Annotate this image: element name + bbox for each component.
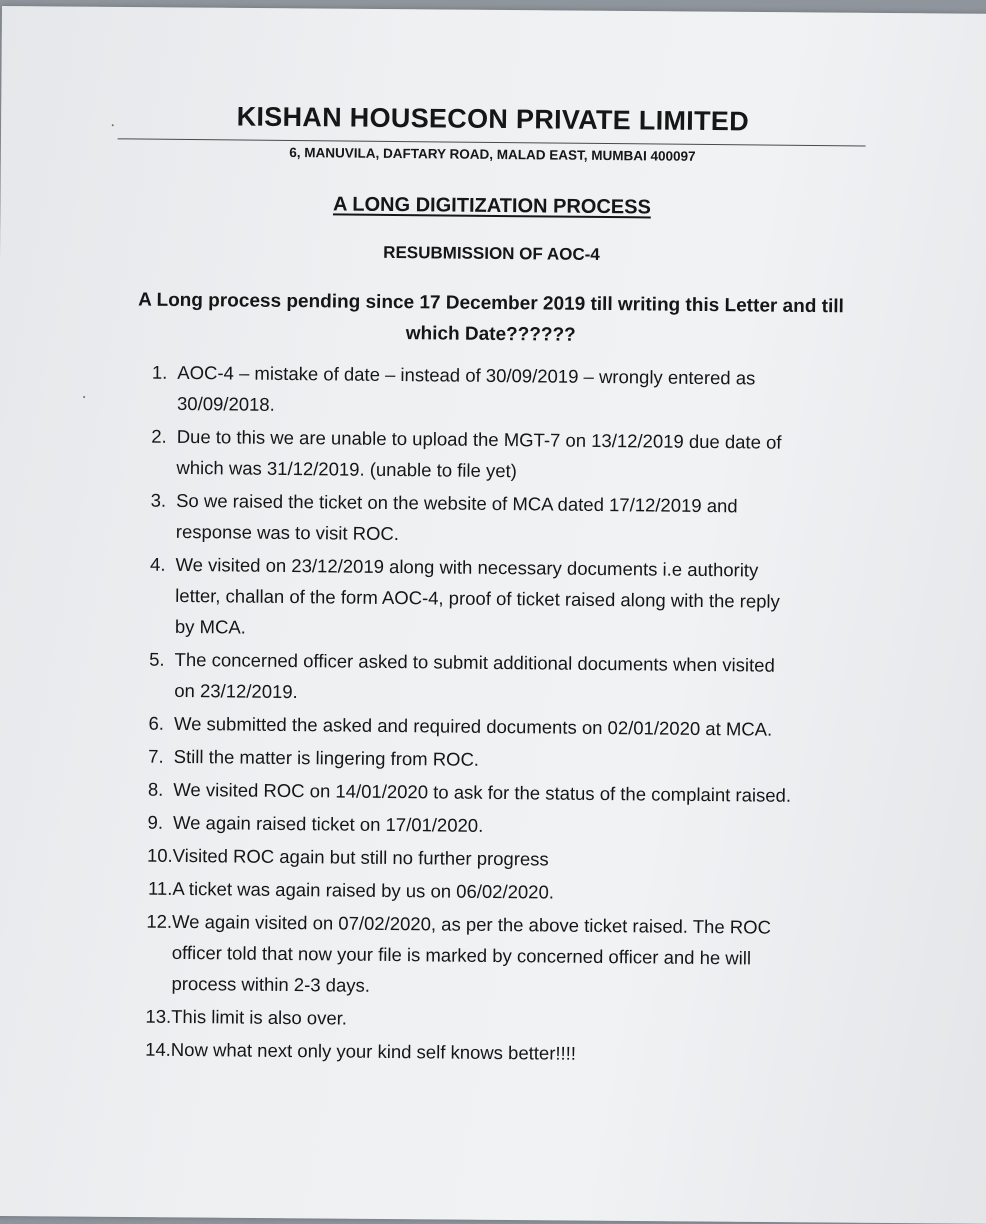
item-number: 14.	[145, 1038, 171, 1060]
item-number: 6.	[148, 712, 165, 734]
item-number: 10.	[146, 844, 173, 866]
item-number: 8.	[147, 778, 164, 800]
item-line: We visited on 23/12/2019 along with necessary documents i.e authority	[175, 553, 759, 581]
lead-line: which Date??????	[405, 323, 576, 346]
lead-line: A Long process pending since 17 December 2019 till writing this Letter and till	[138, 289, 844, 318]
lead-paragraph	[118, 284, 865, 353]
item-line: This limit is also over.	[171, 1005, 348, 1029]
ink-speck	[83, 396, 85, 398]
list-item	[96, 484, 917, 554]
item-line: process within 2-3 days.	[171, 972, 371, 996]
company-address: 6, MANUVILA, DAFTARY ROAD, MALAD EAST, MUMBAI 400097	[289, 144, 696, 164]
item-number: 2.	[151, 425, 167, 447]
item-line: letter, challan of the form AOC-4, proof of ticket raised along with the reply	[175, 584, 780, 612]
company-name: KISHAN HOUSECON PRIVATE LIMITED	[236, 101, 750, 137]
item-line: We again visited on 07/02/2020, as per the above ticket raised. The ROC	[171, 910, 772, 938]
item-number: 5.	[149, 648, 165, 670]
list-item	[93, 773, 913, 812]
item-line: Visited ROC again but still no further progress	[172, 844, 549, 870]
list-item	[96, 420, 917, 490]
item-line: officer told that now your file is marked by concerned officer and he will	[171, 941, 752, 969]
item-number: 4.	[149, 553, 166, 575]
item-line: A ticket was again raised by us on 06/02/2020.	[172, 877, 555, 903]
list-item	[94, 707, 914, 746]
list-item	[91, 1033, 911, 1072]
item-number: 3.	[150, 489, 167, 511]
item-line: on 23/12/2019.	[174, 679, 298, 703]
list-item	[91, 1000, 911, 1039]
item-line: Due to this we are unable to upload the MGT-7 on 13/12/2019 due date of	[176, 425, 782, 453]
document-subtitle: RESUBMISSION OF AOC-4	[383, 242, 600, 264]
item-number: 1.	[151, 361, 168, 383]
document-title: A LONG DIGITIZATION PROCESS	[332, 193, 651, 219]
list-item	[94, 740, 914, 779]
item-line: The concerned officer asked to submit additional documents when visited	[174, 648, 775, 676]
item-line: 30/09/2018.	[176, 392, 275, 415]
list-item	[94, 643, 915, 713]
item-line: We again raised ticket on 17/01/2020.	[172, 811, 484, 836]
ink-speck	[112, 124, 114, 126]
item-line: Now what next only your kind self knows better!!!!	[170, 1038, 577, 1064]
list-item	[95, 548, 916, 649]
issue-list	[91, 356, 918, 1074]
item-line: which was 31/12/2019. (unable to file yet)	[176, 456, 517, 482]
item-number: 9.	[147, 811, 164, 833]
item-number: 11.	[147, 877, 173, 899]
item-line: We visited ROC on 14/01/2020 to ask for the status of the complaint raised.	[173, 778, 792, 806]
list-item	[93, 839, 913, 878]
item-number: 13.	[145, 1005, 172, 1027]
item-line: AOC-4 – mistake of date – instead of 30/09/2019 – wrongly entered as	[177, 361, 756, 389]
list-item	[97, 356, 918, 426]
list-item	[93, 806, 913, 845]
item-number: 7.	[148, 745, 164, 767]
list-item	[92, 872, 912, 911]
item-number: 12.	[146, 910, 173, 932]
item-line: by MCA.	[174, 615, 246, 638]
item-line: So we raised the ticket on the website of MCA dated 17/12/2019 and	[176, 489, 738, 517]
list-item	[91, 905, 912, 1006]
item-line: We submitted the asked and required documents on 02/01/2020 at MCA.	[173, 712, 773, 740]
item-line: Still the matter is lingering from ROC.	[173, 745, 480, 770]
item-line: response was to visit ROC.	[175, 520, 400, 545]
